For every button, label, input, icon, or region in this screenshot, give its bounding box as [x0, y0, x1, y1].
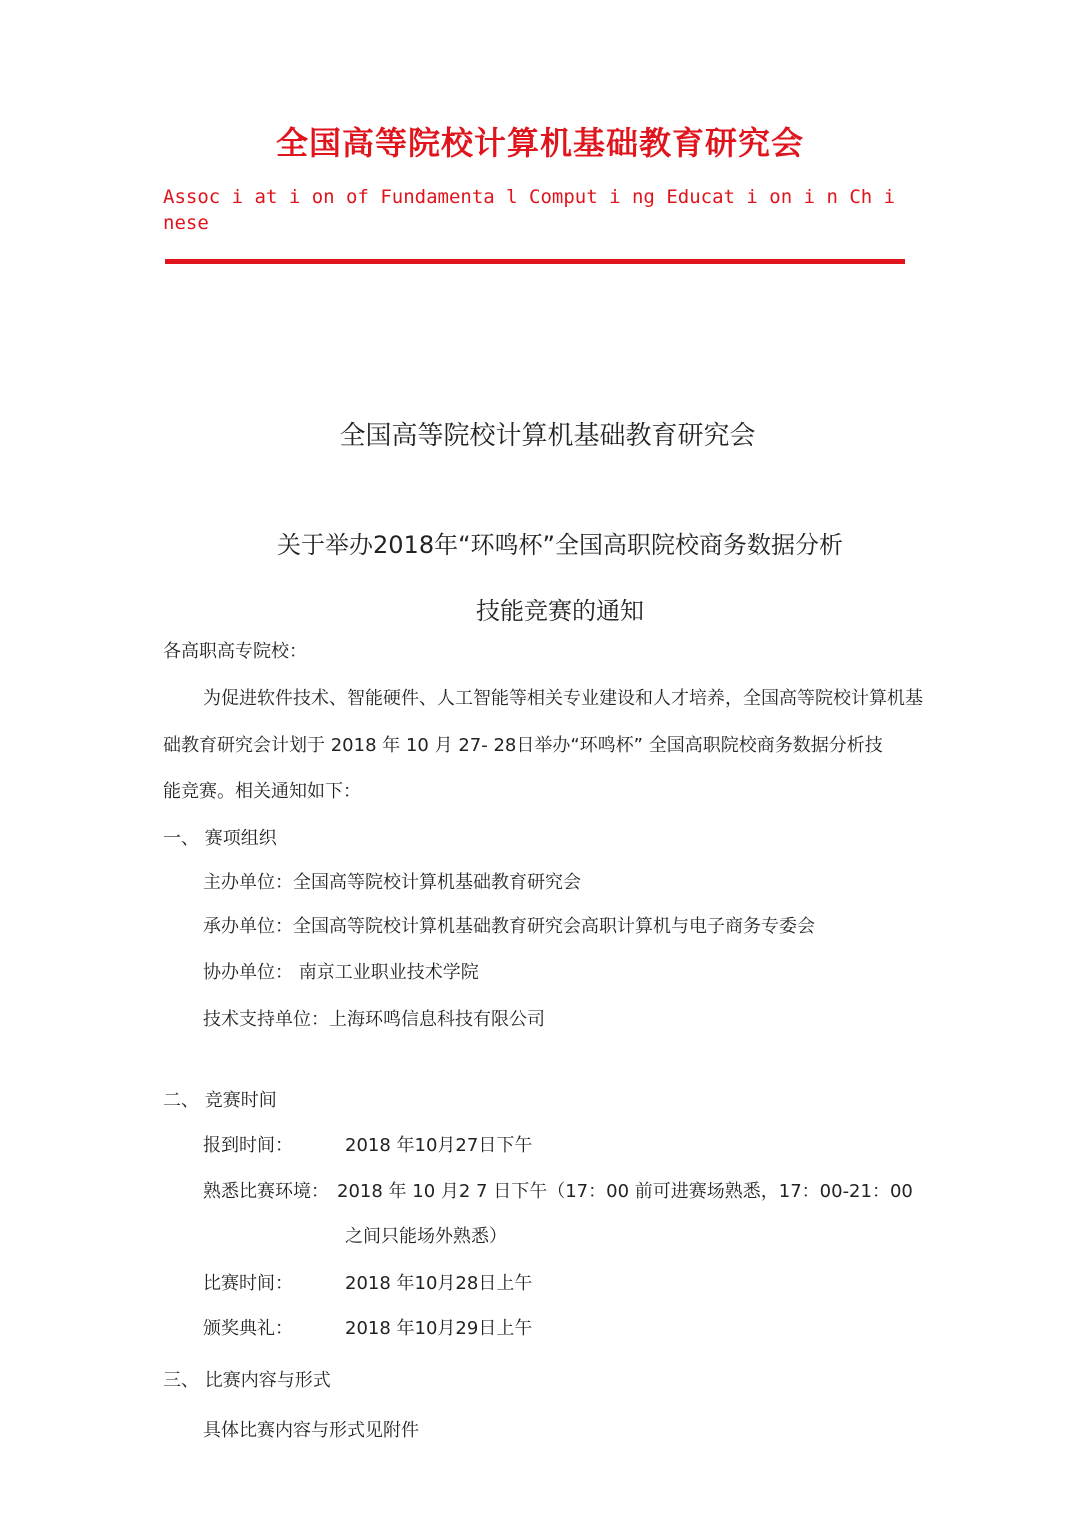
letterhead-divider: [165, 259, 905, 264]
organization-name: 全国高等院校计算机基础教育研究会: [339, 421, 756, 451]
schedule-label-checkin: 报到时间：: [203, 1135, 293, 1156]
intro-line-3: 能竞赛。相关通知如下：: [163, 781, 361, 802]
schedule-label-familiarize: 熟悉比赛环境：: [203, 1181, 329, 1202]
notice-title-line2: 技能竞赛的通知: [476, 597, 644, 625]
intro-line-1: 为促进软件技术、智能硬件、人工智能等相关专业建设和人才培养，全国高等院校计算机基: [203, 688, 923, 709]
salutation: 各高职高专院校：: [163, 641, 307, 662]
co-organizer-line: 协办单位： 南京工业职业技术学院: [203, 962, 479, 983]
schedule-value-competition: 2018 年10月28日上午: [345, 1273, 533, 1294]
schedule-value-checkin: 2018 年10月27日下午: [345, 1135, 533, 1156]
notice-title-line1: 关于举办2018年“环鸣杯”全国高职院校商务数据分析: [277, 531, 843, 559]
organizer-line: 主办单位：全国高等院校计算机基础教育研究会: [203, 872, 581, 893]
content-description: 具体比赛内容与形式见附件: [203, 1420, 419, 1441]
schedule-label-competition: 比赛时间：: [203, 1273, 293, 1294]
tech-support-line: 技术支持单位：上海环鸣信息科技有限公司: [203, 1009, 545, 1030]
schedule-value-familiarize: 2018 年 10 月2 7 日下午（17：00 前可进赛场熟悉，17：00-21：00: [337, 1181, 913, 1202]
letterhead-english-name: Assoc i at i on of Fundamenta l Comput i ng Educat i on i n Ch i nese: [163, 186, 896, 234]
letterhead-title: 全国高等院校计算机基础教育研究会: [275, 124, 804, 162]
host-line: 承办单位：全国高等院校计算机基础教育研究会高职计算机与电子商务专委会: [203, 916, 815, 937]
section-heading-organization: 一、 赛项组织: [163, 828, 277, 849]
intro-line-2: 础教育研究会计划于 2018 年 10 月 27- 28日举办“环鸣杯” 全国高职院校商务数据分析技: [163, 735, 883, 756]
schedule-value-familiarize-cont: 之间只能场外熟悉）: [345, 1226, 507, 1247]
schedule-label-ceremony: 颁奖典礼：: [203, 1318, 293, 1339]
section-heading-content: 三、 比赛内容与形式: [163, 1370, 331, 1391]
section-heading-schedule: 二、 竞赛时间: [163, 1090, 277, 1111]
schedule-value-ceremony: 2018 年10月29日上午: [345, 1318, 533, 1339]
